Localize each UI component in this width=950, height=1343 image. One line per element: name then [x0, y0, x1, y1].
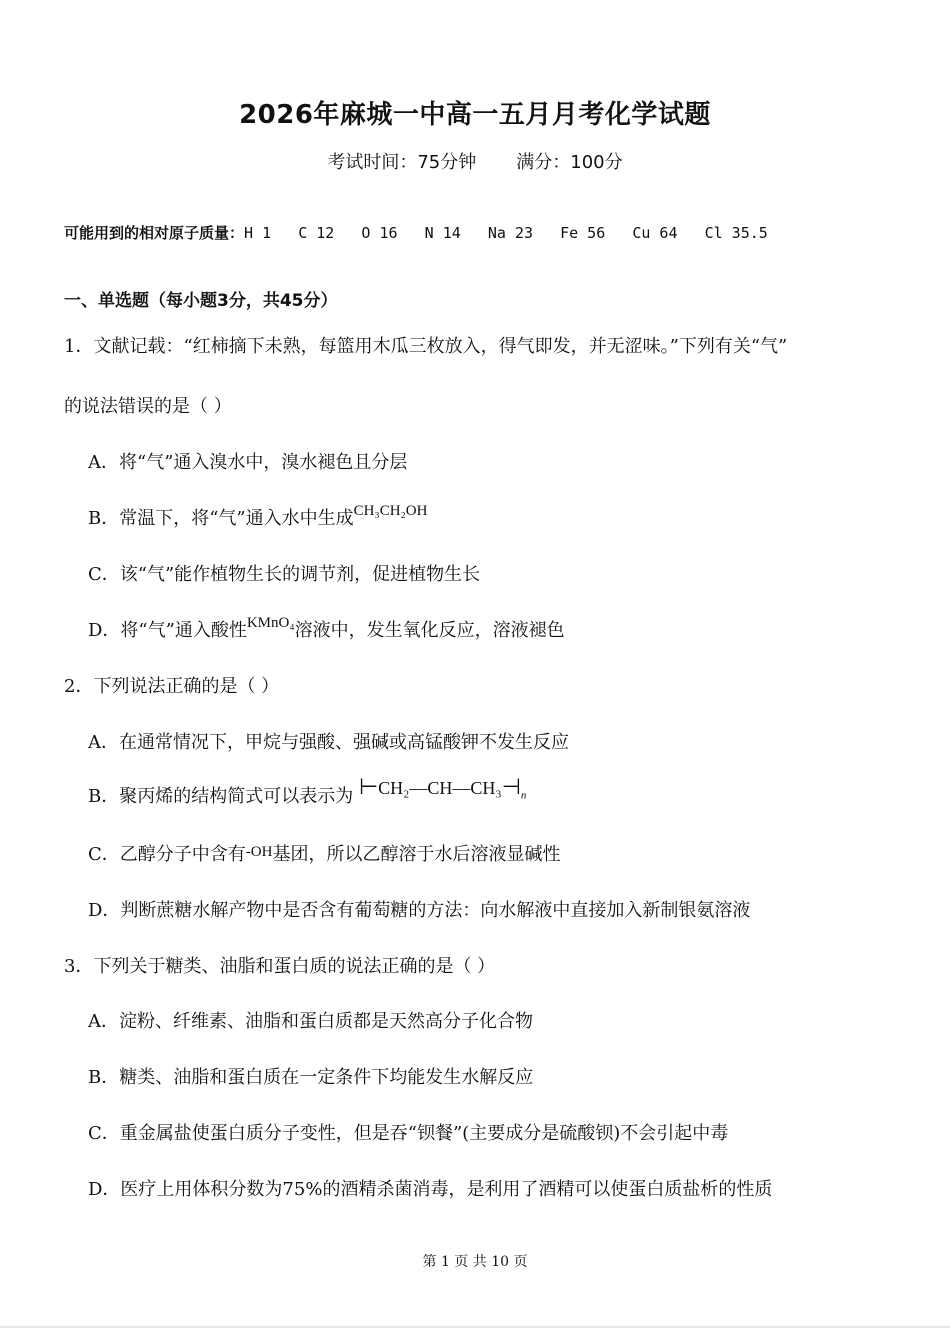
page-bottom-edge [0, 1326, 950, 1328]
atomic-masses-label: 可能用到的相对原子质量： [64, 224, 245, 242]
question-1-stem-line2: 的说法错误的是（ ） [64, 396, 232, 417]
question-3-stem: 3．下列关于糖类、油脂和蛋白质的说法正确的是（ ） [64, 956, 496, 977]
section-heading: 一、单选题（每小题3分，共45分） [64, 291, 338, 311]
question-1-option-a: A．将“气”通入溴水中，溴水褪色且分层 [88, 452, 408, 473]
question-2-option-c [88, 840, 560, 866]
ethanol-formula: CH₃CH₂OH [353, 503, 428, 519]
question-1-option-b [88, 504, 427, 530]
atomic-masses [64, 222, 768, 243]
option-d-text: D．将“气”通入酸性 [88, 620, 247, 641]
exam-time: 考试时间：75分钟 [327, 152, 477, 173]
question-1-option-d [88, 616, 565, 642]
atomic-masses-values: H 1 C 12 O 16 N 14 Na 23 Fe 56 Cu 64 Cl 35.5 [244, 224, 768, 242]
question-1-stem-line1: 1．文献记载：“红柿摘下未熟，每篮用木瓜三枚放入，得气即发，并无涩味。”下列有关“气” [64, 336, 788, 357]
question-3-option-c: C．重金属盐使蛋白质分子变性，但是吞“钡餐”(主要成分是硫酸钡)不会引起中毒 [88, 1123, 729, 1144]
option-b-text: B．常温下，将“气”通入水中生成 [88, 508, 354, 529]
polymer-n: n [520, 789, 527, 802]
question-3-option-a: A．淀粉、纤维素、油脂和蛋白质都是天然高分子化合物 [88, 1011, 533, 1032]
question-3-option-b: B．糖类、油脂和蛋白质在一定条件下均能发生水解反应 [88, 1067, 534, 1088]
page-footer: 第 1 页 共 10 页 [422, 1254, 528, 1270]
polymer-bracket-left: ⊢ [358, 774, 379, 799]
hydroxyl-formula: -OH [245, 844, 273, 860]
question-3-option-d: D．医疗上用体积分数为75%的酒精杀菌消毒，是利用了酒精可以使蛋白质盐析的性质 [88, 1179, 773, 1200]
question-1-option-c: C．该“气”能作植物生长的调节剂，促进植物生长 [88, 564, 481, 585]
question-2-option-b [88, 774, 527, 810]
option-c-text-end: 基团，所以乙醇溶于水后溶液显碱性 [272, 844, 561, 865]
option-d-text-end: 溶液中，发生氧化反应，溶液褪色 [294, 620, 565, 641]
option-b-text: B．聚丙烯的结构简式可以表示为 [88, 786, 354, 807]
kmno4-formula: KMnO₄ [246, 615, 295, 631]
polymer-bracket-right: ⊣ [501, 774, 521, 799]
exam-info [0, 148, 950, 174]
option-c-text: C．乙醇分子中含有 [88, 844, 246, 865]
question-2-option-d: D．判断蔗糖水解产物中是否含有葡萄糖的方法：向水解液中直接加入新制银氨溶液 [88, 900, 751, 921]
question-2-stem: 2．下列说法正确的是（ ） [64, 676, 280, 697]
polymer-chain: CH₂—CH—CH₃ [378, 778, 502, 798]
full-score: 满分：100分 [516, 152, 623, 173]
polypropylene-structure [358, 774, 527, 802]
question-2-option-a: A．在通常情况下，甲烷与强酸、强碱或高锰酸钾不发生反应 [88, 732, 569, 753]
page-title: 2026年麻城一中高一五月月考化学试题 [239, 100, 711, 130]
